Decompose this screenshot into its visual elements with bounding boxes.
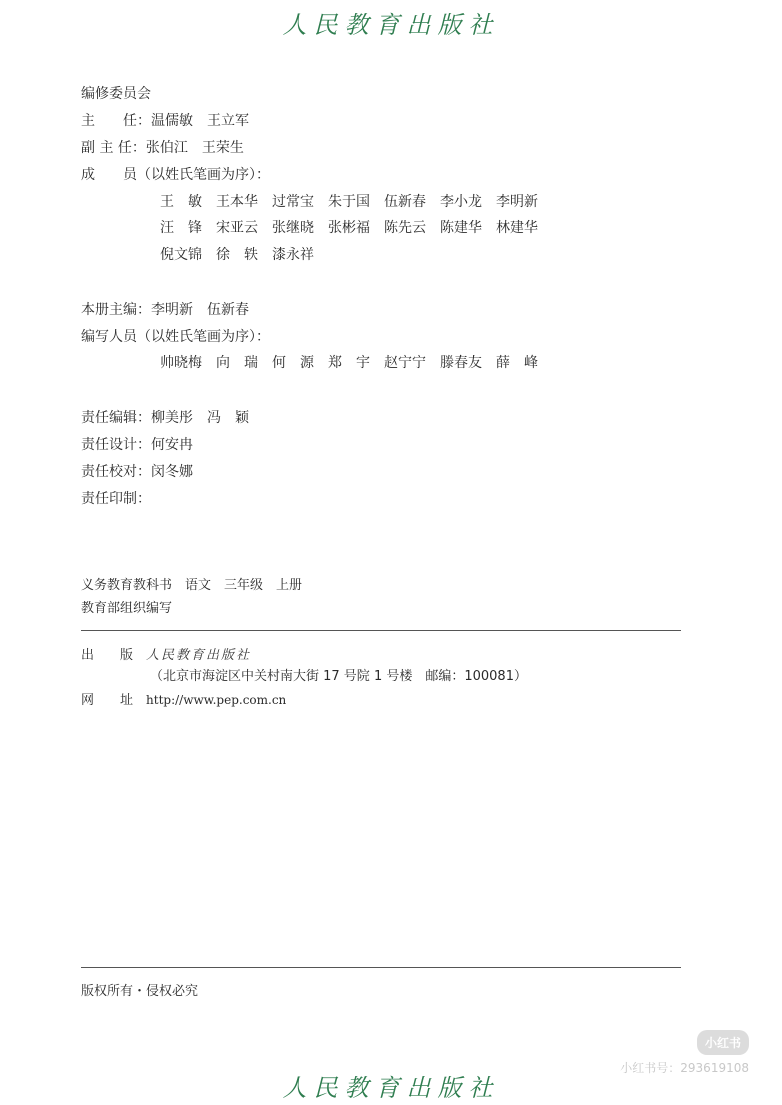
director-row — [81, 111, 249, 131]
responsible-editor-row — [81, 408, 249, 428]
members-label-1: 成 — [81, 167, 95, 183]
responsible-proofread-row — [81, 462, 193, 482]
publisher-label-1: 出 — [81, 648, 95, 663]
director-names: 温儒敏 王立军 — [151, 113, 249, 129]
responsible-print-label: 责任印制： — [81, 491, 151, 507]
book-title-line: 义务教育教科书 语文 三年级 上册 — [81, 578, 303, 593]
writers-label: 编写人员（以姓氏笔画为序）： — [81, 329, 270, 345]
writers-names: 帅晓梅 向 瑞 何 源 郑 宇 赵宁宁 滕春友 薛 峰 — [160, 355, 538, 371]
committee-title: 编修委员会 — [81, 86, 151, 102]
publisher-logo-top: 人民教育出版社 — [282, 11, 500, 39]
members-row-2: 汪 锋 宋亚云 张继晓 张彬福 陈先云 陈建华 林建华 — [160, 220, 538, 236]
director-label-1: 主 — [81, 113, 95, 129]
chief-editor-label: 本册主编： — [81, 302, 151, 318]
website-label-1: 网 — [81, 693, 95, 708]
members-label-2: 员（以姓氏笔画为序）： — [123, 167, 270, 183]
chief-editor-row — [81, 300, 249, 320]
deputy-director-label: 副 主 任： — [81, 140, 146, 156]
members-row-1: 王 敏 王本华 过常宝 朱于国 伍新春 李小龙 李明新 — [160, 194, 538, 210]
responsible-proofread-label: 责任校对： — [81, 464, 151, 480]
copyright-notice: 版权所有・侵权必究 — [81, 984, 199, 999]
deputy-director-names: 张伯江 王荣生 — [145, 140, 244, 156]
watermark-id: 小红书号：293619108 — [620, 1061, 749, 1075]
responsible-design-row — [81, 435, 193, 455]
website-link[interactable]: http://www.pep.com.cn — [146, 693, 287, 707]
responsible-print-row — [81, 489, 151, 509]
responsible-editor-label: 责任编辑： — [81, 410, 151, 426]
responsible-design-label: 责任设计： — [81, 437, 151, 453]
members-label-row — [81, 165, 270, 185]
website-label-2: 址 — [120, 693, 134, 708]
responsible-design-names: 何安冉 — [151, 437, 193, 453]
watermark-badge: 小红书 — [697, 1030, 749, 1055]
publisher-address: （北京市海淀区中关村南大街 17 号院 1 号楼 邮编：100081） — [150, 669, 527, 684]
director-label-2: 任： — [123, 113, 151, 129]
divider-top — [81, 630, 681, 631]
responsible-editor-names: 柳美彤 冯 颖 — [151, 410, 249, 426]
divider-bottom — [81, 967, 681, 968]
deputy-director-row — [81, 138, 244, 158]
members-row-3: 倪文锦 徐 轶 漆永祥 — [160, 247, 314, 263]
book-organizer-line: 教育部组织编写 — [81, 601, 173, 616]
publisher-logo-small: 人民教育出版社 — [146, 648, 252, 663]
website-row — [81, 690, 286, 711]
publisher-logo-bottom: 人民教育出版社 — [282, 1074, 500, 1102]
publisher-row — [81, 646, 251, 666]
responsible-proofread-names: 闵冬娜 — [151, 464, 193, 480]
publisher-label-2: 版 — [120, 648, 134, 663]
chief-editor-names: 李明新 伍新春 — [151, 302, 249, 318]
